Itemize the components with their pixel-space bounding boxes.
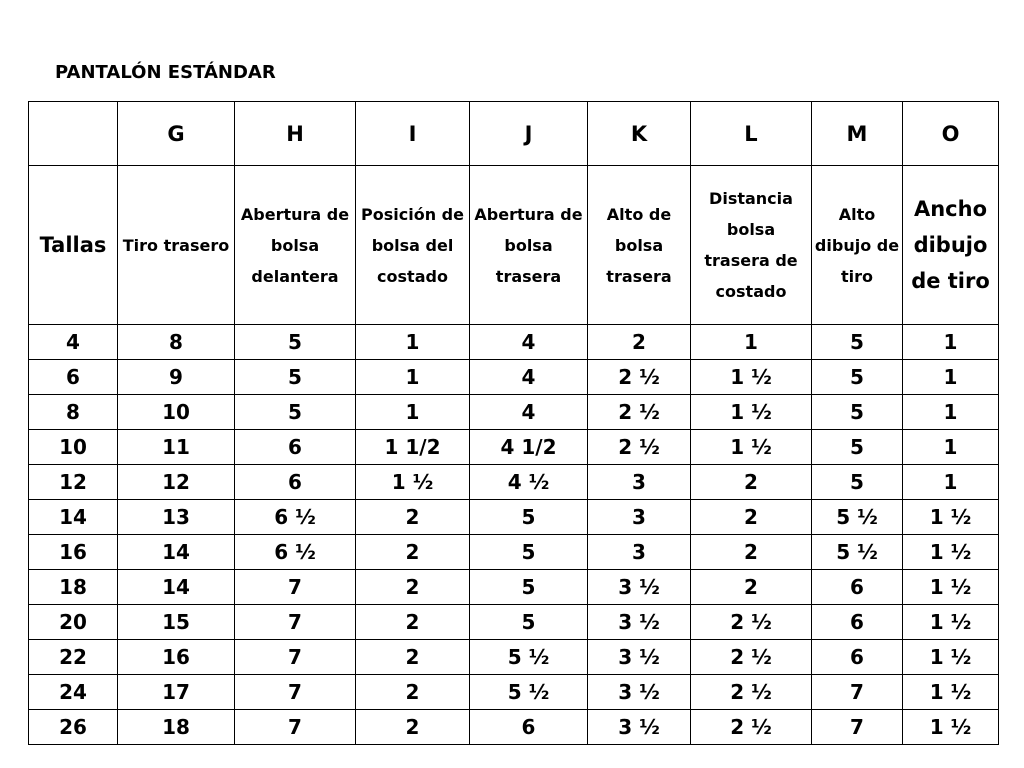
measure-cell: 2 (691, 500, 812, 535)
table-row (29, 640, 999, 675)
measure-cell: 5 (812, 325, 903, 360)
description-text: Tiro trasero (122, 235, 230, 255)
measure-cell: 15 (118, 605, 235, 640)
column-letter: G (118, 102, 235, 166)
measure-cell: 4 1/2 (470, 430, 588, 465)
description-text: Alto dibujo de tiro (814, 204, 900, 286)
table-row (29, 430, 999, 465)
table-body (29, 325, 999, 745)
measure-cell: 2 (356, 535, 470, 570)
measure-cell: 3 (588, 465, 691, 500)
measure-cell: 1 1/2 (356, 430, 470, 465)
measure-cell: 5 (470, 535, 588, 570)
measure-cell: 2 (691, 535, 812, 570)
measure-cell: 16 (118, 640, 235, 675)
column-description (470, 166, 588, 325)
size-cell: 4 (29, 325, 118, 360)
measure-cell: 5 (812, 395, 903, 430)
measure-cell: 1 ½ (903, 675, 999, 710)
description-text: Alto de bolsa trasera (606, 204, 672, 286)
document-title: PANTALÓN ESTÁNDAR (55, 62, 276, 83)
measure-cell: 2 ½ (691, 710, 812, 745)
measure-cell: 6 (812, 570, 903, 605)
measure-cell: 3 (588, 500, 691, 535)
measure-cell: 1 (903, 395, 999, 430)
measure-cell: 14 (118, 535, 235, 570)
measure-cell: 1 ½ (691, 430, 812, 465)
measure-cell: 1 (903, 325, 999, 360)
measurements-table (28, 101, 999, 745)
measure-cell: 6 ½ (235, 535, 356, 570)
measure-cell: 1 (903, 430, 999, 465)
table-row (29, 605, 999, 640)
table-row (29, 360, 999, 395)
measure-cell: 4 (470, 360, 588, 395)
measure-cell: 5 (812, 430, 903, 465)
size-cell: 10 (29, 430, 118, 465)
measure-cell: 4 (470, 395, 588, 430)
size-cell: 26 (29, 710, 118, 745)
table-row (29, 500, 999, 535)
measure-cell: 6 (812, 640, 903, 675)
column-description (588, 166, 691, 325)
measure-cell: 3 ½ (588, 710, 691, 745)
size-cell: 8 (29, 395, 118, 430)
table-row (29, 535, 999, 570)
measure-cell: 2 ½ (691, 640, 812, 675)
measure-cell: 5 (470, 570, 588, 605)
measure-cell: 1 ½ (356, 465, 470, 500)
measure-cell: 6 (235, 465, 356, 500)
measure-cell: 17 (118, 675, 235, 710)
measure-cell: 1 ½ (903, 710, 999, 745)
measure-cell: 7 (812, 710, 903, 745)
measure-cell: 2 ½ (691, 605, 812, 640)
measure-cell: 7 (235, 570, 356, 605)
measure-cell: 2 ½ (588, 360, 691, 395)
measure-cell: 4 ½ (470, 465, 588, 500)
column-description (118, 166, 235, 325)
measure-cell: 6 ½ (235, 500, 356, 535)
measure-cell: 5 (812, 360, 903, 395)
table-row (29, 465, 999, 500)
measure-cell: 5 (470, 605, 588, 640)
size-cell: 18 (29, 570, 118, 605)
size-cell: 16 (29, 535, 118, 570)
measure-cell: 7 (812, 675, 903, 710)
measure-cell: 1 ½ (903, 640, 999, 675)
measure-cell: 3 ½ (588, 605, 691, 640)
measure-cell: 5 ½ (812, 535, 903, 570)
measure-cell: 5 (470, 500, 588, 535)
column-letter: J (470, 102, 588, 166)
column-letter: H (235, 102, 356, 166)
measure-cell: 1 ½ (903, 570, 999, 605)
measure-cell: 9 (118, 360, 235, 395)
measure-cell: 5 ½ (470, 640, 588, 675)
column-letter (29, 102, 118, 166)
measure-cell: 1 ½ (903, 535, 999, 570)
measure-cell: 6 (235, 430, 356, 465)
column-letter: I (356, 102, 470, 166)
column-description-row (29, 166, 999, 325)
measure-cell: 13 (118, 500, 235, 535)
measure-cell: 1 (903, 465, 999, 500)
measure-cell: 2 (356, 500, 470, 535)
size-cell: 20 (29, 605, 118, 640)
column-description (691, 166, 812, 325)
size-cell: 14 (29, 500, 118, 535)
measure-cell: 2 ½ (691, 675, 812, 710)
measure-cell: 1 ½ (691, 395, 812, 430)
description-text: Posición de bolsa del costado (361, 204, 464, 286)
measure-cell: 5 (812, 465, 903, 500)
measure-cell: 8 (118, 325, 235, 360)
measure-cell: 2 (356, 710, 470, 745)
measure-cell: 1 (356, 395, 470, 430)
measure-cell: 12 (118, 465, 235, 500)
measure-cell: 11 (118, 430, 235, 465)
measure-cell: 10 (118, 395, 235, 430)
measure-cell: 7 (235, 675, 356, 710)
measure-cell: 1 (903, 360, 999, 395)
table-row (29, 675, 999, 710)
measure-cell: 1 ½ (691, 360, 812, 395)
measure-cell: 5 ½ (470, 675, 588, 710)
measure-cell: 7 (235, 640, 356, 675)
table-row (29, 570, 999, 605)
column-description (356, 166, 470, 325)
table-row (29, 325, 999, 360)
measure-cell: 7 (235, 605, 356, 640)
measure-cell: 2 (356, 640, 470, 675)
description-text: Abertura de bolsa delantera (240, 204, 350, 286)
column-letter: L (691, 102, 812, 166)
measure-cell: 2 (691, 570, 812, 605)
sizes-header: Tallas (29, 166, 118, 325)
measure-cell: 1 ½ (903, 605, 999, 640)
measure-cell: 1 ½ (903, 500, 999, 535)
measure-cell: 5 (235, 395, 356, 430)
measure-cell: 1 (691, 325, 812, 360)
measure-cell: 3 ½ (588, 640, 691, 675)
measure-cell: 6 (812, 605, 903, 640)
description-text: Distancia bolsa trasera de costado (704, 189, 798, 301)
table-row (29, 710, 999, 745)
measure-cell: 2 ½ (588, 395, 691, 430)
size-cell: 12 (29, 465, 118, 500)
measure-cell: 3 ½ (588, 675, 691, 710)
measure-cell: 5 ½ (812, 500, 903, 535)
description-text: Abertura de bolsa trasera (474, 204, 583, 286)
measure-cell: 2 ½ (588, 430, 691, 465)
size-cell: 24 (29, 675, 118, 710)
measure-cell: 14 (118, 570, 235, 605)
column-letter-row (29, 102, 999, 166)
measure-cell: 2 (356, 570, 470, 605)
measure-cell: 5 (235, 360, 356, 395)
column-description (903, 166, 999, 325)
size-cell: 22 (29, 640, 118, 675)
column-description (235, 166, 356, 325)
column-description (812, 166, 903, 325)
measure-cell: 2 (691, 465, 812, 500)
description-text: Ancho dibujo de tiro (911, 197, 990, 293)
measure-cell: 7 (235, 710, 356, 745)
measure-cell: 3 ½ (588, 570, 691, 605)
column-letter: M (812, 102, 903, 166)
measure-cell: 5 (235, 325, 356, 360)
table-row (29, 395, 999, 430)
measure-cell: 2 (356, 675, 470, 710)
column-letter: K (588, 102, 691, 166)
measure-cell: 3 (588, 535, 691, 570)
column-letter: O (903, 102, 999, 166)
measure-cell: 2 (356, 605, 470, 640)
measure-cell: 4 (470, 325, 588, 360)
measure-cell: 6 (470, 710, 588, 745)
measure-cell: 1 (356, 325, 470, 360)
size-cell: 6 (29, 360, 118, 395)
measure-cell: 2 (588, 325, 691, 360)
measure-cell: 18 (118, 710, 235, 745)
measure-cell: 1 (356, 360, 470, 395)
